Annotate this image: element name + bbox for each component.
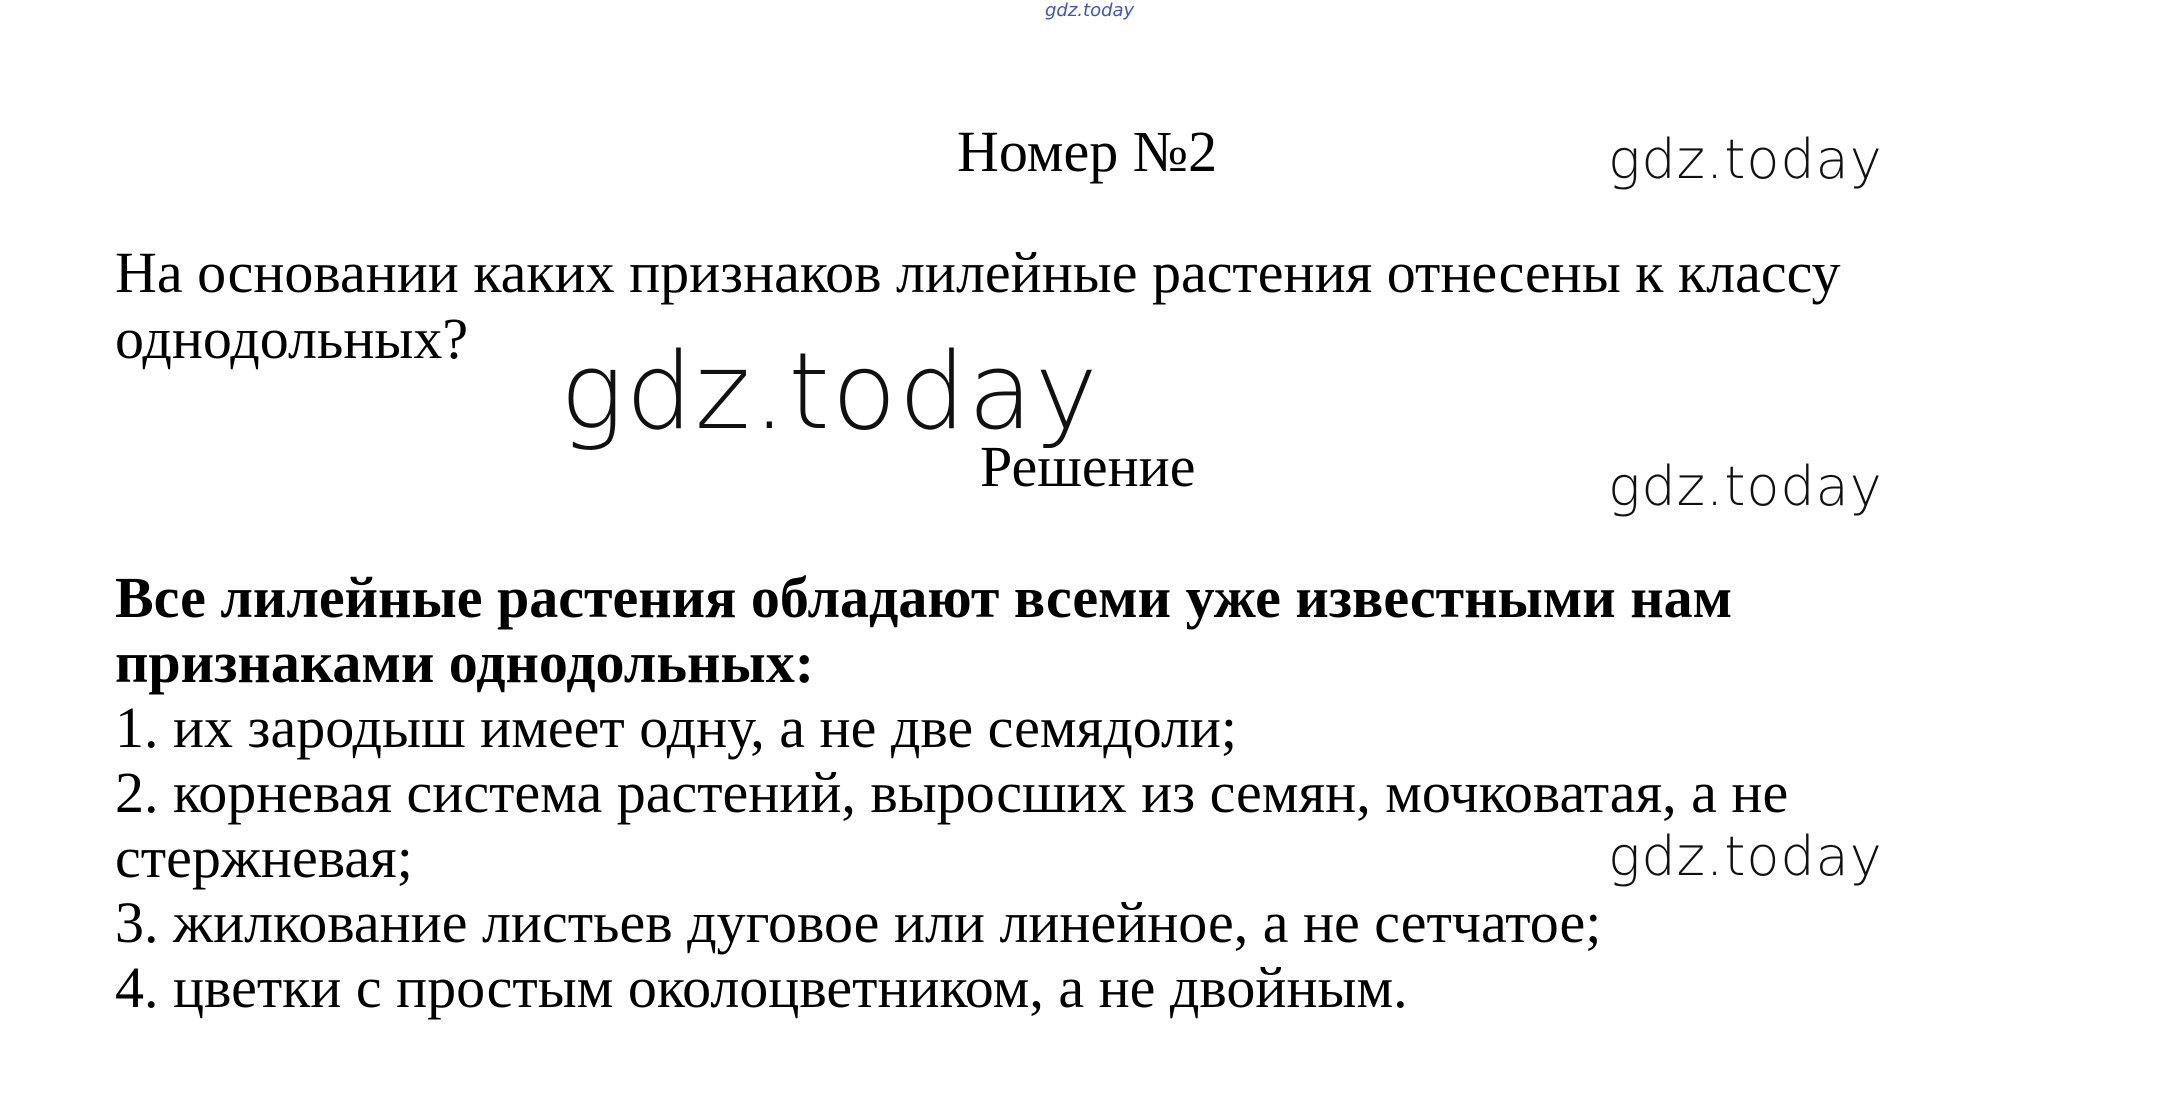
answer-item-1: 1. их зародыш имеет одну, а не две семядоли; <box>115 695 1238 760</box>
answer-item-3: 3. жилкование листьев дуговое или линейное, а не сетчатое; <box>115 890 1602 955</box>
watermark-large: gdz.today <box>560 330 1100 453</box>
watermark-right-2: gdz.today <box>1608 455 1883 518</box>
answer-item-2: 2. корневая система растений, выросших из семян, мочковатая, а не стержневая; <box>115 760 1789 890</box>
solution-heading: Решение <box>980 434 1196 499</box>
question-text: На основании каких признаков лилейные растения отнесены к классу однодольных? <box>115 240 1841 371</box>
answer-intro: Все лилейные растения обладают всеми уже известными нам признаками однодольных: <box>115 565 1733 695</box>
page-title: Номер №2 <box>957 119 1218 184</box>
watermark-right-3: gdz.today <box>1608 825 1883 888</box>
answer-block <box>115 565 2015 1020</box>
answer-item-4: 4. цветки с простым околоцветником, а не двойным. <box>115 955 1408 1020</box>
watermark-top: gdz.today <box>1045 0 1135 21</box>
watermark-right-1: gdz.today <box>1608 128 1883 191</box>
